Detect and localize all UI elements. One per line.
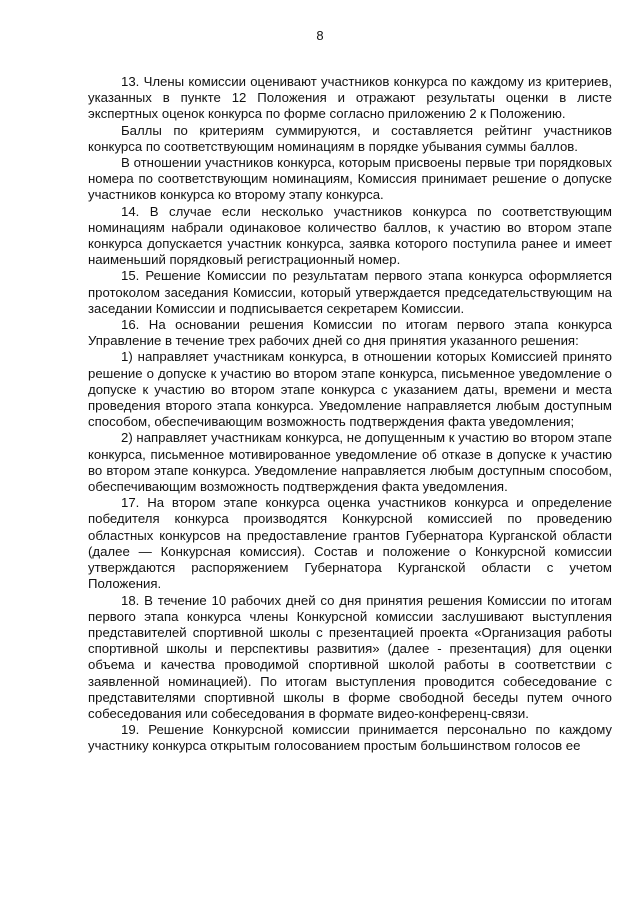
paragraph-15: 15. Решение Комиссии по результатам первого этапа конкурса оформляется протоколом заседания Комиссии, который утверждается председательствующим на заседании Комиссии и подписывается секретарем Комиссии. [88,268,612,316]
paragraph-19: 19. Решение Конкурсной комиссии принимается персонально по каждому участнику конкурса открытым голосованием простым большинством голосов ее [88,722,612,754]
paragraph-top-three: В отношении участников конкурса, которым присвоены первые три порядковых номера по соответствующим номинациям, Комиссия принимает решение о допуске участников конкурса ко второму этапу конкурса. [88,155,612,203]
paragraph-18: 18. В течение 10 рабочих дней со дня принятия решения Комиссии по итогам первого этапа конкурса члены Конкурсной комиссии заслушивают выступления представителей спортивной школы с презентацией проекта «Организация работы спортивной школы и перспективы развития» (далее - презентация) для оценки объема и качества проводимой спортивной школой работы в соответствии с заявленной номинацией). По итогам выступления проводится собеседование с представителями спортивной школы в форме свободной беседы путем очного собеседования или собеседования в формате видео-конференц-связи. [88,592,612,721]
paragraph-16-item-1: 1) направляет участникам конкурса, в отношении которых Комиссией принято решение о допуске к участию во втором этапе конкурса, письменное уведомление о допуске к участию во втором этапе конкурса с указанием даты, времени и места проведения второго этапа конкурса. Уведомление направляется любым доступным способом, обеспечивающим возможность подтверждения факта уведомления; [88,349,612,430]
paragraph-13: 13. Члены комиссии оценивают участников конкурса по каждому из критериев, указанных в пункте 12 Положения и отражают результаты оценки в листе экспертных оценок конкурса по форме согласно приложению 2 к Положению. [88,74,612,122]
page-number: 8 [316,28,324,43]
paragraph-17: 17. На втором этапе конкурса оценка участников конкурса и определение победителя конкурса производятся Конкурсной комиссией по проведению областных конкурсов на предоставление грантов Губернатора Курганской области (далее — Конкурсная комиссия). Состав и положение о Конкурсной комиссии утверждаются распоряжением Губернатора Курганской области с учетом Положения. [88,495,612,592]
paragraph-16: 16. На основании решения Комиссии по итогам первого этапа конкурса Управление в течение трех рабочих дней со дня принятия указанного решения: [88,317,612,349]
paragraph-16-item-2: 2) направляет участникам конкурса, не допущенным к участию во втором этапе конкурса, письменное мотивированное уведомление об отказе в допуске к участию во втором этапе конкурса. Уведомление направляется любым доступным способом, обеспечивающим возможность подтверждения факта уведомления. [88,430,612,495]
paragraph-14: 14. В случае если несколько участников конкурса по соответствующим номинациям набрали одинаковое количество баллов, к участию во втором этапе конкурса допускается участник конкурса, заявка которого поступила ранее и имеет наименьший порядковый регистрационный номер. [88,203,612,268]
paragraph-scores-summed: Баллы по критериям суммируются, и составляется рейтинг участников конкурса по соответствующим номинациям в порядке убывания суммы баллов. [88,122,612,154]
document-body [88,74,612,755]
